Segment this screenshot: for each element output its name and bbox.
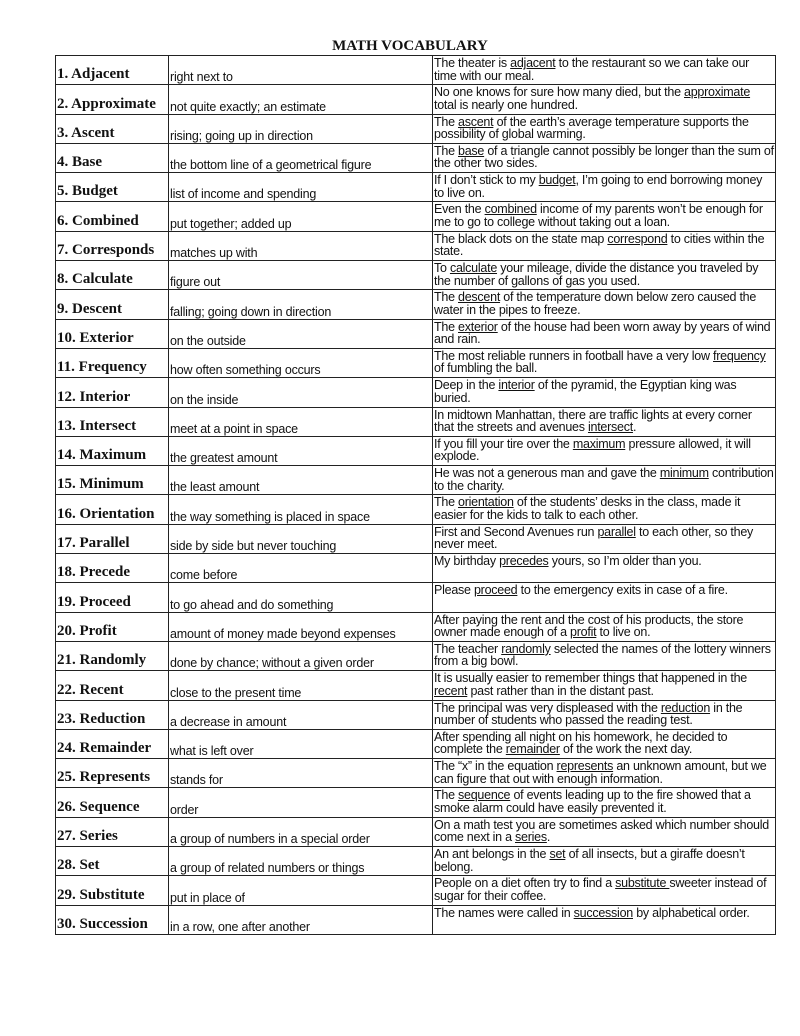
vocab-definition: matches up with (169, 231, 433, 260)
vocab-definition: order (169, 788, 433, 817)
underlined-vocab-word: substitute (615, 876, 670, 891)
underlined-vocab-word: proceed (473, 583, 518, 598)
vocab-definition: to go ahead and do something (169, 583, 433, 612)
table-row (56, 788, 776, 817)
sentence-text: to live on. (596, 625, 651, 640)
sentence-text: of a triangle cannot possibly be longer than the sum of the other two sides. (434, 143, 774, 171)
table-row (56, 729, 776, 758)
sentence-text: The “x” in the equation (434, 759, 557, 774)
underlined-vocab-word: series (515, 830, 547, 845)
underlined-vocab-word: base (458, 143, 485, 158)
sentence-text: The (434, 290, 459, 305)
sentence-text: The most reliable runners in football have a very low (434, 348, 714, 363)
vocab-term: 13. Intersect (56, 407, 169, 436)
sentence-text: of the students’ desks in the class, made it easier for the kids to talk to each other. (434, 495, 741, 522)
table-row (56, 319, 776, 348)
sentence-text: My birthday (434, 554, 500, 569)
sentence-text: . (546, 830, 551, 845)
sentence-text: No one knows for sure how many died, but the (434, 85, 685, 100)
vocab-term: 1. Adjacent (56, 56, 169, 85)
vocab-definition: list of income and spending (169, 173, 433, 202)
sentence-text: The theater is (434, 56, 511, 70)
underlined-vocab-word: represents (556, 759, 614, 774)
example-sentence (433, 202, 776, 231)
underlined-vocab-word: parallel (597, 524, 636, 539)
example-sentence (433, 290, 776, 319)
vocab-term: 5. Budget (56, 173, 169, 202)
table-row (56, 641, 776, 670)
sentence-text: To (434, 261, 450, 276)
sentence-text: First and Second Avenues run (434, 524, 598, 539)
underlined-vocab-word: precedes (499, 554, 549, 569)
underlined-vocab-word: recent (434, 683, 468, 698)
sentence-text: in the number of students who passed the reading test. (434, 700, 743, 728)
underlined-vocab-word: budget (538, 173, 576, 188)
underlined-vocab-word: calculate (449, 261, 498, 276)
table-row (56, 407, 776, 436)
example-sentence (433, 554, 776, 583)
sentence-text: to the restaurant so we can take our time with our meal. (434, 56, 750, 83)
vocab-definition: what is left over (169, 729, 433, 758)
sentence-text: your mileage, divide the distance you traveled by the number of gallons of gas you used. (434, 261, 759, 288)
sentence-text: sweeter instead of sugar for their coffee. (434, 876, 767, 903)
example-sentence (433, 847, 776, 876)
table-row (56, 231, 776, 260)
example-sentence (433, 583, 776, 612)
vocab-definition: come before (169, 554, 433, 583)
sentence-text: The teacher (434, 641, 502, 656)
underlined-vocab-word: frequency (713, 348, 766, 363)
vocab-definition: falling; going down in direction (169, 290, 433, 319)
vocab-term: 8. Calculate (56, 261, 169, 290)
vocab-definition: the least amount (169, 466, 433, 495)
sentence-text: On a math test you are sometimes asked which number should come next in a (434, 817, 769, 845)
underlined-vocab-word: maximum (572, 436, 626, 451)
vocab-term: 6. Combined (56, 202, 169, 231)
table-row (56, 114, 776, 143)
sentence-text: total is nearly one hundred. (434, 97, 578, 112)
vocab-term: 3. Ascent (56, 114, 169, 143)
underlined-vocab-word: orientation (458, 495, 514, 510)
example-sentence (433, 231, 776, 260)
example-sentence (433, 905, 776, 934)
sentence-text: Deep in the (434, 378, 499, 393)
vocab-definition: rising; going up in direction (169, 114, 433, 143)
underlined-vocab-word: randomly (501, 641, 551, 656)
vocab-term: 18. Precede (56, 554, 169, 583)
table-row (56, 143, 776, 172)
vocab-term: 11. Frequency (56, 348, 169, 377)
sentence-text: to each other, so they never meet. (434, 524, 754, 552)
underlined-vocab-word: approximate (684, 85, 751, 100)
table-row (56, 700, 776, 729)
vocab-term: 7. Corresponds (56, 231, 169, 260)
vocab-term: 12. Interior (56, 378, 169, 407)
sentence-text: income of my parents won’t be enough for me to go to college without taking out a loan. (434, 202, 763, 229)
example-sentence (433, 261, 776, 290)
table-row (56, 524, 776, 553)
sentence-text: Please (434, 583, 474, 598)
underlined-vocab-word: adjacent (510, 56, 556, 70)
example-sentence (433, 407, 776, 436)
vocab-term: 28. Set (56, 847, 169, 876)
vocab-term: 30. Succession (56, 905, 169, 934)
underlined-vocab-word: exterior (458, 319, 498, 334)
example-sentence (433, 143, 776, 172)
underlined-vocab-word: remainder (505, 742, 560, 757)
underlined-vocab-word: succession (573, 905, 633, 920)
table-row (56, 173, 776, 202)
underlined-vocab-word: correspond (607, 231, 668, 246)
example-sentence (433, 85, 776, 114)
table-row (56, 759, 776, 788)
vocab-definition: put in place of (169, 876, 433, 905)
vocab-definition: a group of related numbers or things (169, 847, 433, 876)
vocab-term: 20. Profit (56, 612, 169, 641)
example-sentence (433, 56, 776, 85)
sentence-text: People on a diet often try to find a (434, 876, 616, 891)
sentence-text: He was not a generous man and gave the (434, 466, 660, 481)
sentence-text: of the work the next day. (559, 742, 693, 757)
table-row (56, 817, 776, 846)
sentence-text: The (434, 114, 459, 129)
vocab-term: 24. Remainder (56, 729, 169, 758)
sentence-text: of fumbling the ball. (434, 361, 538, 376)
sentence-text: of events leading up to the fire showed that a smoke alarm could have easily prevented it. (434, 788, 751, 815)
sentence-text: by alphabetical order. (633, 905, 750, 920)
vocab-term: 19. Proceed (56, 583, 169, 612)
vocab-definition: side by side but never touching (169, 524, 433, 553)
vocab-term: 2. Approximate (56, 85, 169, 114)
sentence-text: pressure allowed, it will explode. (434, 436, 751, 464)
underlined-vocab-word: set (549, 847, 566, 862)
example-sentence (433, 817, 776, 846)
table-row (56, 466, 776, 495)
table-row (56, 202, 776, 231)
underlined-vocab-word: interior (498, 378, 535, 393)
vocab-term: 9. Descent (56, 290, 169, 319)
table-row (56, 290, 776, 319)
vocab-term: 21. Randomly (56, 641, 169, 670)
table-row (56, 85, 776, 114)
vocab-definition: in a row, one after another (169, 905, 433, 934)
table-row (56, 554, 776, 583)
example-sentence (433, 671, 776, 700)
sentence-text: The (434, 319, 459, 334)
table-row (56, 261, 776, 290)
vocab-definition: on the inside (169, 378, 433, 407)
sentence-text: The principal was very displeased with the (434, 700, 661, 715)
page-title: MATH VOCABULARY (332, 38, 488, 54)
example-sentence (433, 466, 776, 495)
table-row (56, 436, 776, 465)
sentence-text: If I don’t stick to my (434, 173, 539, 188)
vocab-term: 15. Minimum (56, 466, 169, 495)
example-sentence (433, 495, 776, 524)
example-sentence (433, 788, 776, 817)
sentence-text: The black dots on the state map (434, 231, 608, 246)
sentence-text: In midtown Manhattan, there are traffic lights at every corner that the streets and avenues (434, 407, 752, 435)
underlined-vocab-word: minimum (659, 466, 709, 481)
underlined-vocab-word: reduction (660, 700, 711, 715)
example-sentence (433, 524, 776, 553)
vocab-term: 29. Substitute (56, 876, 169, 905)
sentence-text: of all insects, but a giraffe doesn’t belong. (434, 847, 745, 874)
table-row (56, 378, 776, 407)
vocab-definition: not quite exactly; an estimate (169, 85, 433, 114)
vocabulary-table (55, 55, 776, 935)
sentence-text: to the emergency exits in case of a fire. (517, 583, 728, 598)
table-row (56, 905, 776, 934)
sentence-text: . (632, 420, 637, 435)
sentence-text: After paying the rent and the cost of his products, the store owner made enough of a (434, 612, 744, 640)
table-row (56, 583, 776, 612)
sentence-text: selected the names of the lottery winners from a big bowl. (434, 641, 771, 669)
sentence-text: past rather than in the distant past. (467, 683, 654, 698)
vocab-definition: right next to (169, 56, 433, 85)
underlined-vocab-word: combined (484, 202, 537, 217)
underlined-vocab-word: intersect (587, 420, 633, 435)
sentence-text: The (434, 495, 459, 510)
vocab-definition: the way something is placed in space (169, 495, 433, 524)
example-sentence (433, 759, 776, 788)
vocab-term: 14. Maximum (56, 436, 169, 465)
sentence-text: If you fill your tire over the (434, 436, 573, 451)
vocab-definition: the bottom line of a geometrical figure (169, 143, 433, 172)
vocab-definition: figure out (169, 261, 433, 290)
vocab-definition: meet at a point in space (169, 407, 433, 436)
vocab-definition: on the outside (169, 319, 433, 348)
vocab-definition: amount of money made beyond expenses (169, 612, 433, 641)
sentence-text: of the earth’s average temperature supports the possibility of global warming. (434, 114, 749, 142)
table-row (56, 495, 776, 524)
sentence-text: to cities within the state. (434, 231, 765, 259)
table-row (56, 671, 776, 700)
vocab-term: 27. Series (56, 817, 169, 846)
vocab-definition: a group of numbers in a special order (169, 817, 433, 846)
underlined-vocab-word: profit (570, 625, 597, 640)
table-row (56, 847, 776, 876)
sentence-text: Even the (434, 202, 485, 217)
sentence-text: yours, so I’m older than you. (548, 554, 702, 569)
vocab-term: 26. Sequence (56, 788, 169, 817)
sentence-text: The (434, 788, 459, 803)
sentence-text: After spending all night on his homework, he decided to complete the (434, 729, 728, 757)
sentence-text: of the pyramid, the Egyptian king was buried. (434, 378, 737, 405)
table-row (56, 348, 776, 377)
vocab-definition: close to the present time (169, 671, 433, 700)
example-sentence (433, 876, 776, 905)
sentence-text: It is usually easier to remember things that happened in the (434, 671, 747, 686)
vocab-term: 4. Base (56, 143, 169, 172)
underlined-vocab-word: sequence (458, 788, 511, 803)
vocab-term: 22. Recent (56, 671, 169, 700)
example-sentence (433, 114, 776, 143)
vocab-definition: a decrease in amount (169, 700, 433, 729)
table-row (56, 56, 776, 85)
underlined-vocab-word: ascent (458, 114, 494, 129)
sentence-text: An ant belongs in the (434, 847, 550, 862)
sentence-text: The names were called in (434, 905, 574, 920)
vocab-term: 23. Reduction (56, 700, 169, 729)
vocab-term: 16. Orientation (56, 495, 169, 524)
example-sentence (433, 173, 776, 202)
example-sentence (433, 700, 776, 729)
vocab-term: 10. Exterior (56, 319, 169, 348)
sentence-text: contribution to the charity. (434, 466, 774, 493)
table-row (56, 612, 776, 641)
example-sentence (433, 612, 776, 641)
sentence-text: , I’m going to end borrowing money to live on. (434, 173, 763, 200)
vocab-definition: done by chance; without a given order (169, 641, 433, 670)
example-sentence (433, 436, 776, 465)
example-sentence (433, 641, 776, 670)
vocab-definition: stands for (169, 759, 433, 788)
vocab-definition: the greatest amount (169, 436, 433, 465)
underlined-vocab-word: descent (458, 290, 501, 305)
example-sentence (433, 348, 776, 377)
example-sentence (433, 319, 776, 348)
vocab-definition: put together; added up (169, 202, 433, 231)
example-sentence (433, 378, 776, 407)
vocab-definition: how often something occurs (169, 348, 433, 377)
sentence-text: of the house had been worn away by years of wind and rain. (434, 319, 771, 347)
sentence-text: of the temperature down below zero caused the water in the pipes to freeze. (434, 290, 757, 317)
table-row (56, 876, 776, 905)
sentence-text: an unknown amount, but we can figure that out with enough information. (434, 759, 767, 786)
sentence-text: The (434, 143, 459, 158)
vocab-term: 25. Represents (56, 759, 169, 788)
vocab-term: 17. Parallel (56, 524, 169, 553)
example-sentence (433, 729, 776, 758)
